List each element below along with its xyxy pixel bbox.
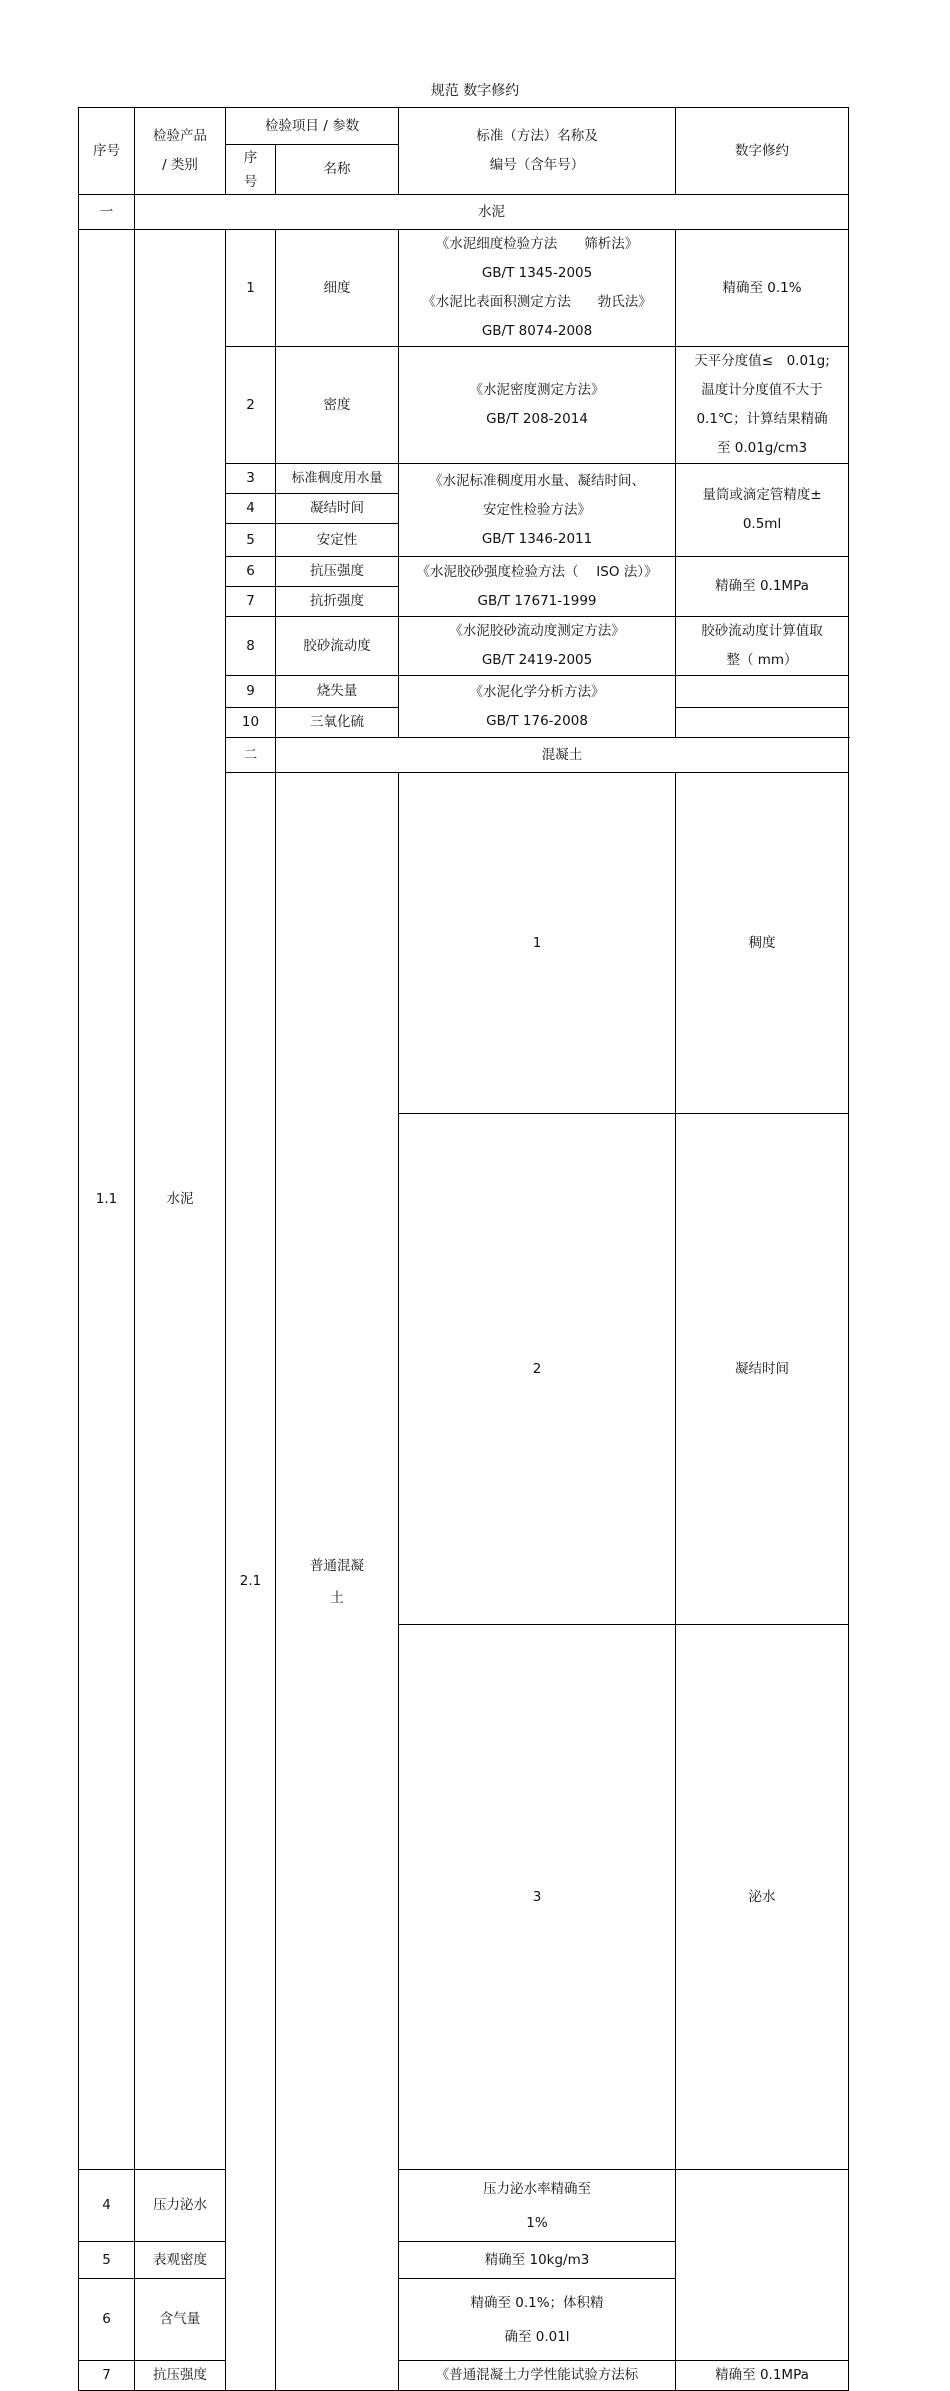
item-seq: 3: [399, 1625, 676, 2170]
page-title: 规范 数字修约: [430, 83, 520, 99]
item-seq: 4: [226, 494, 276, 524]
item-name: 密度: [276, 347, 399, 464]
header-seq: 序号: [79, 108, 135, 195]
header-sub-seq: 序 号: [226, 145, 276, 195]
group-no: 1.1: [79, 230, 135, 2170]
standard-cell: 《普通混凝土力学性能试验方法标: [399, 2361, 676, 2391]
header-standard: 标准（方法）名称及 编号（含年号）: [399, 108, 676, 195]
item-seq: 10: [226, 708, 276, 738]
standard-cell: 《水泥细度检验方法 筛析法》 GB/T 1345-2005 《水泥比表面积测定方法 勃氏法》 GB/T 8074-2008: [399, 230, 676, 347]
item-name: 泌水: [676, 1625, 849, 2170]
rounding-cell: 精确至 10kg/m3: [399, 2242, 676, 2279]
standard-cell: 《水泥密度测定方法》 GB/T 208-2014: [399, 347, 676, 464]
rounding-cell: [676, 708, 849, 738]
item-name: 凝结时间: [276, 494, 399, 524]
rounding-cell: 天平分度值≤ 0.01g; 温度计分度值不大于 0.1℃；计算结果精确 至 0.01g/cm3: [676, 347, 849, 464]
item-seq: 9: [226, 676, 276, 708]
rounding-cell: 精确至 0.1MPa: [676, 557, 849, 617]
standard-cell: 《水泥标准稠度用水量、凝结时间、 安定性检验方法》 GB/T 1346-2011: [399, 464, 676, 557]
item-name: 三氧化硫: [276, 708, 399, 738]
section-name: 混凝土: [276, 738, 849, 773]
item-seq: 2: [399, 1114, 676, 1625]
item-seq: 1: [399, 773, 676, 1114]
item-name: 烧失量: [276, 676, 399, 708]
item-name: 细度: [276, 230, 399, 347]
rounding-cell: 压力泌水率精确至 1%: [399, 2170, 676, 2242]
item-seq: 7: [79, 2361, 135, 2391]
item-name: 胶砂流动度: [276, 617, 399, 676]
item-name: 含气量: [135, 2279, 226, 2361]
section-no: 一: [79, 195, 135, 230]
item-seq: 1: [226, 230, 276, 347]
item-name: 表观密度: [135, 2242, 226, 2279]
header-rounding: 数字修约: [676, 108, 849, 195]
item-seq: 6: [79, 2279, 135, 2361]
group-no: 2.1: [226, 773, 276, 2391]
item-seq: 3: [226, 464, 276, 494]
header-product: 检验产品 / 类别: [135, 108, 226, 195]
rounding-table: [78, 107, 849, 2391]
rounding-cell: 精确至 0.1MPa: [676, 2361, 849, 2391]
header-item-param: 检验项目 / 参数: [226, 108, 399, 145]
standard-cell: 《水泥化学分析方法》 GB/T 176-2008: [399, 676, 676, 738]
section-no: 二: [226, 738, 276, 773]
group-product: 普通混凝 土: [276, 773, 399, 2391]
item-seq: 4: [79, 2170, 135, 2242]
item-seq: 6: [226, 557, 276, 587]
group-product: 水泥: [135, 230, 226, 2170]
item-name: 稠度: [676, 773, 849, 1114]
standard-cell: 《水泥胶砂流动度测定方法》 GB/T 2419-2005: [399, 617, 676, 676]
rounding-cell: 量筒或滴定管精度± 0.5ml: [676, 464, 849, 557]
rounding-cell: 胶砂流动度计算值取 整（ mm）: [676, 617, 849, 676]
rounding-cell: 精确至 0.1%: [676, 230, 849, 347]
item-seq: 5: [79, 2242, 135, 2279]
header-name: 名称: [276, 145, 399, 195]
item-name: 抗压强度: [276, 557, 399, 587]
item-name: 凝结时间: [676, 1114, 849, 1625]
item-seq: 8: [226, 617, 276, 676]
item-seq: 5: [226, 524, 276, 557]
section-name: 水泥: [135, 195, 849, 230]
item-name: 抗压强度: [135, 2361, 226, 2391]
item-name: 标准稠度用水量: [276, 464, 399, 494]
item-name: 安定性: [276, 524, 399, 557]
item-seq: 7: [226, 587, 276, 617]
standard-cell: 《水泥胶砂强度检验方法（ ISO 法）》 GB/T 17671-1999: [399, 557, 676, 617]
item-seq: 2: [226, 347, 276, 464]
item-name: 压力泌水: [135, 2170, 226, 2242]
item-name: 抗折强度: [276, 587, 399, 617]
rounding-cell: 精确至 0.1%；体积精 确至 0.01l: [399, 2279, 676, 2361]
rounding-cell: [676, 676, 849, 708]
